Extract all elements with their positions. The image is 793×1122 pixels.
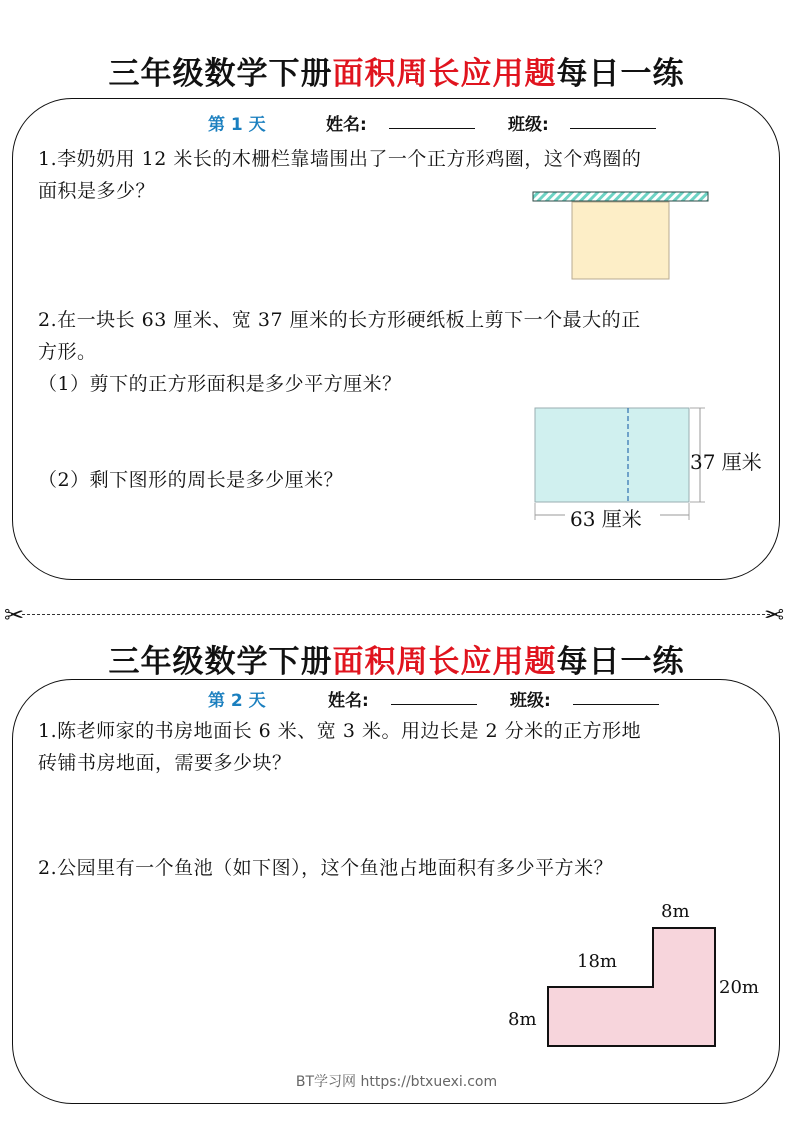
title-prefix: 三年级数学下册 (108, 644, 333, 680)
scissors-icon: ✂ (764, 601, 785, 629)
name-label: 姓名: (326, 115, 367, 135)
q1-line1: 1.李奶奶用 12 米长的木栅栏靠墙围出了一个正方形鸡圈，这个鸡圈的 (38, 148, 642, 170)
label-left: 8m (508, 1009, 537, 1030)
label-middle: 18m (577, 951, 617, 972)
name-field[interactable] (391, 686, 477, 705)
class-field[interactable] (573, 686, 659, 705)
class-label: 班级: (508, 115, 549, 135)
q2-sub1: （1）剪下的正方形面积是多少平方厘米？ (38, 373, 402, 395)
title-suffix: 每日一练 (556, 56, 685, 92)
pond-figure (540, 920, 725, 1055)
label-right: 20m (719, 977, 759, 998)
title-suffix: 每日一练 (556, 644, 685, 680)
sheet2-title (0, 636, 793, 681)
q1-line1: 1.陈老师家的书房地面长 6 米、宽 3 米。用边长是 2 分米的正方形地 (38, 720, 642, 742)
q2-line2: 方形。 (38, 341, 97, 363)
sheet2-question-2: 2.公园里有一个鱼池（如下图），这个鱼池占地面积有多少平方米？ (38, 857, 614, 879)
q2-line1: 2.在一块长 63 厘米、宽 37 厘米的长方形硬纸板上剪下一个最大的正 (38, 309, 641, 331)
sheet1-question-2 (38, 304, 641, 400)
height-label: 37 厘米 (690, 450, 762, 474)
label-top: 8m (661, 901, 690, 922)
sheet2-question-1 (38, 715, 641, 779)
title-highlight: 面积周长应用题 (332, 56, 557, 92)
footer-watermark: BT学习网 https://btxuexi.com (295, 1074, 498, 1090)
fence-pen-figure (530, 190, 712, 282)
name-label: 姓名: (328, 691, 369, 711)
day-label: 第 2 天 (208, 691, 266, 711)
width-label: 63 厘米 (570, 507, 642, 531)
q1-line2: 面积是多少？ (38, 180, 156, 202)
cut-line (22, 614, 770, 615)
title-highlight: 面积周长应用题 (332, 644, 557, 680)
q2-sub2: （2）剩下图形的周长是多少厘米？ (38, 469, 344, 491)
q1-line2: 砖铺书房地面，需要多少块？ (38, 752, 292, 774)
title-prefix: 三年级数学下册 (108, 56, 333, 92)
name-field[interactable] (389, 110, 475, 129)
class-field[interactable] (570, 110, 656, 129)
class-label: 班级: (510, 691, 551, 711)
scissors-icon: ✂ (4, 601, 25, 629)
sheet1-title (0, 48, 793, 93)
day-label: 第 1 天 (208, 115, 266, 135)
